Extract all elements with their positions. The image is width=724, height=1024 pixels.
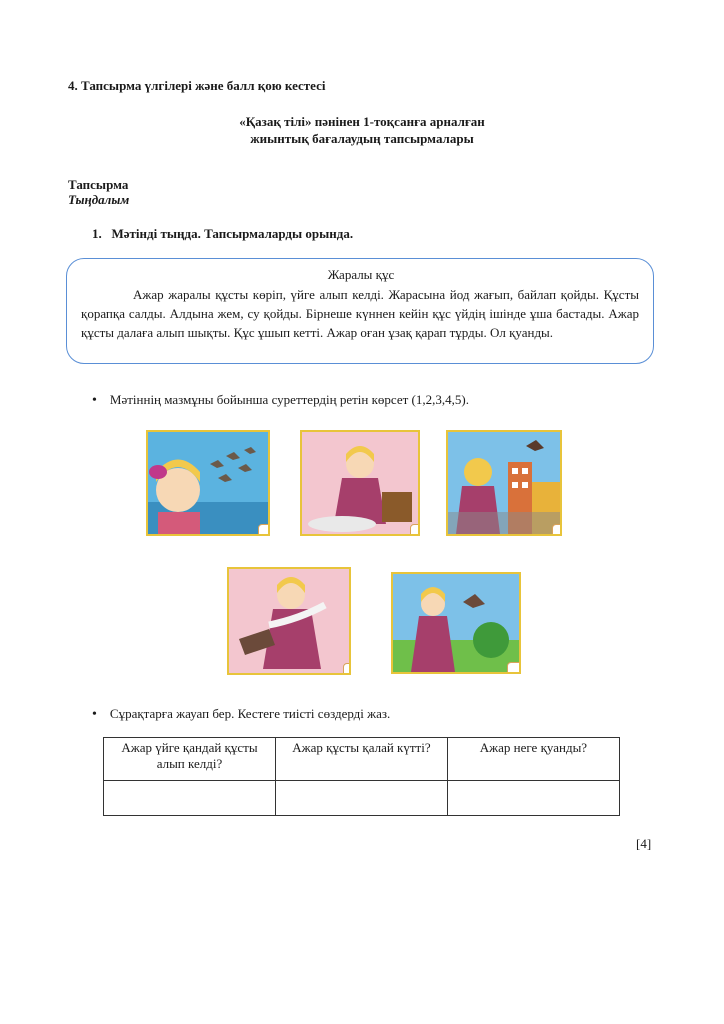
- order-checkbox-1[interactable]: [258, 524, 270, 536]
- story-box: [66, 258, 654, 364]
- picture-girl-window: [446, 430, 562, 536]
- story-text: Ажар жаралы құсты көріп, үйге алып келді. Жарасына йод жағып, байлап қойды. Құсты қорапқа салды. Алдына жем, су қойды. Бірнеше күннен кейін құс үйдің ішінде ұша бастады. Ажар құсты далаға алып шықты. Құс ұшып кетті. Ажар оған ұзақ қарап тұрды. Ол қуанды.: [81, 287, 639, 340]
- bullet-question-task: [92, 706, 390, 723]
- instruction-text: Мәтінді тыңда. Тапсырмаларды орында.: [111, 226, 354, 241]
- bullet-order-text: Мәтіннің мазмұны бойынша суреттердің ретін көрсет (1,2,3,4,5).: [109, 392, 469, 407]
- task-label: Тапсырма: [68, 177, 129, 192]
- task-type: Тыңдалым: [68, 192, 130, 207]
- picture-girl-bandaging: [227, 567, 351, 675]
- answer-cell-1[interactable]: [104, 781, 276, 816]
- bullet-icon: •: [92, 707, 97, 722]
- picture-girl-outdoors: [391, 572, 521, 674]
- instruction-number: 1.: [92, 226, 102, 241]
- table-header-3: Ажар неге қуанды?: [447, 738, 619, 781]
- table-header-1: Ажар үйге қандай құсты алып келді?: [104, 738, 276, 781]
- table-answer-row: [104, 781, 620, 816]
- table-header-2: Ажар құсты қалай күтті?: [275, 738, 447, 781]
- instruction: [92, 226, 353, 242]
- answer-cell-3[interactable]: [447, 781, 619, 816]
- order-checkbox-2[interactable]: [410, 524, 420, 536]
- story-title: Жаралы құс: [327, 267, 395, 282]
- picture-girl-birds: [146, 430, 270, 536]
- bullet-icon: •: [92, 393, 97, 408]
- document-title-line2: жиынтық бағалаудың тапсырмалары: [250, 131, 474, 146]
- picture-girl-box: [300, 430, 420, 536]
- document-title-line1: «Қазақ тілі» пәнінен 1-тоқсанға арналған: [239, 114, 485, 129]
- answer-table: [103, 737, 620, 816]
- section-heading: 4. Тапсырма үлгілері және балл қою кестесі: [68, 78, 326, 93]
- answer-cell-2[interactable]: [275, 781, 447, 816]
- bullet-question-text: Сұрақтарға жауап бер. Кестеге тиісті сөздерді жаз.: [109, 706, 391, 721]
- order-checkbox-5[interactable]: [507, 662, 521, 674]
- table-header-row: [104, 738, 620, 781]
- bullet-order-task: [92, 392, 469, 409]
- order-checkbox-4[interactable]: [343, 663, 351, 675]
- order-checkbox-3[interactable]: [552, 524, 562, 536]
- score-mark: [4]: [636, 836, 652, 851]
